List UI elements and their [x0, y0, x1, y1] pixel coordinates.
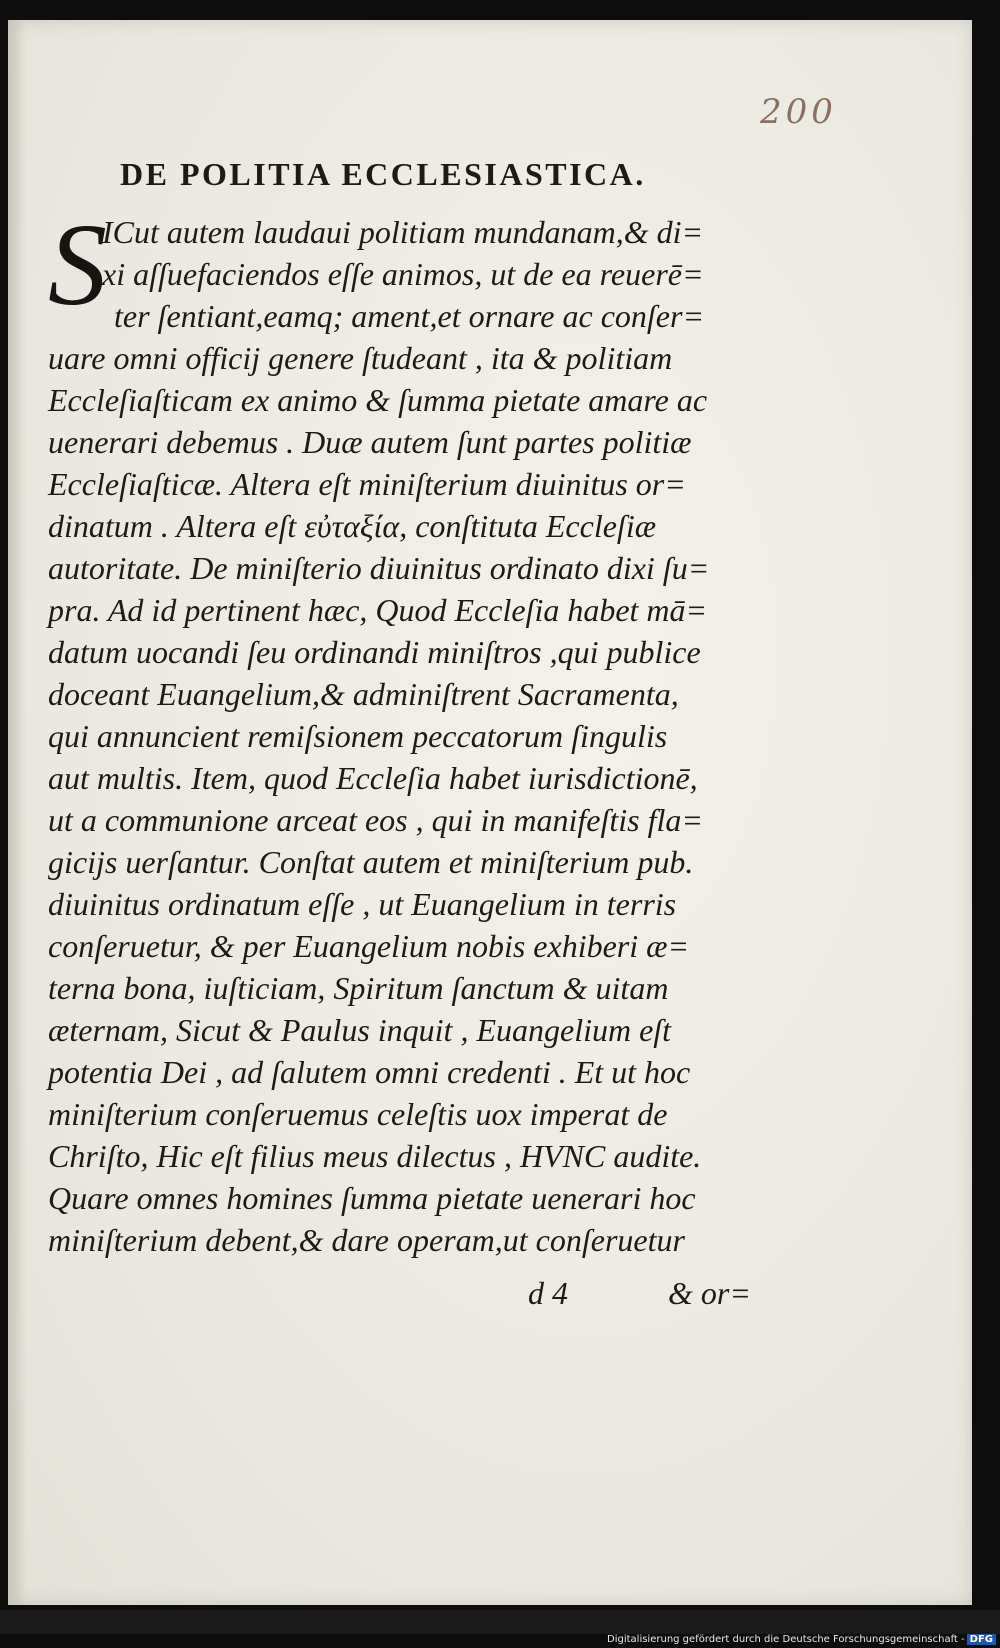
catchword: & or= [668, 1275, 751, 1311]
page-spine-shadow [8, 20, 26, 1605]
text-line: uenerari debemus . Duæ autem ſunt partes politiæ [48, 424, 692, 460]
text-line: Eccleſiaſticam ex animo & ſumma pietate amare ac [48, 382, 708, 418]
text-line: æternam, Sicut & Paulus inquit , Euangelium eſt [48, 1012, 672, 1048]
signature-mark: d 4 [528, 1275, 568, 1311]
text-line: autoritate. De miniſterio diuinitus ordinato dixi ſu= [48, 550, 710, 586]
text-line: conſeruetur, & per Euangelium nobis exhiberi æ= [48, 928, 690, 964]
text-line: pra. Ad id pertinent hæc, Quod Eccleſia habet mā= [48, 592, 708, 628]
text-line: aut multis. Item, quod Eccleſia habet iurisdictionē, [48, 760, 698, 796]
text-line: dinatum . Altera eſt εὐταξία, conſtituta Eccleſiæ [48, 508, 657, 544]
page-heading: DE POLITIA ECCLESIASTICA. [120, 156, 646, 192]
book-page [8, 20, 972, 1605]
text-line: uare omni officij genere ſtudeant , ita & politiam [48, 340, 673, 376]
text-line: diuinitus ordinatum eſſe , ut Euangelium in terris [48, 886, 677, 922]
digitization-credit [607, 1634, 996, 1645]
text-line: miniſterium conſeruemus celeſtis uox imperat de [48, 1096, 668, 1132]
scan-bottom-border [0, 1610, 1000, 1634]
text-line: potentia Dei , ad ſalutem omni credenti . Et ut hoc [48, 1054, 691, 1090]
text-line: ICut autem laudaui politiam mundanam,& di= [102, 214, 704, 250]
text-line: Chriſto, Hic eſt filius meus dilectus , HVNC audite. [48, 1138, 702, 1174]
text-line: doceant Euangelium,& adminiſtrent Sacramenta, [48, 676, 679, 712]
text-line: ut a communione arceat eos , qui in manifeſtis fla= [48, 802, 703, 838]
folio-number: 200 [760, 92, 837, 132]
text-line: gicijs uerſantur. Conſtat autem et miniſterium pub. [48, 844, 694, 880]
drop-cap-initial: S [48, 199, 107, 330]
text-line: miniſterium debent,& dare operam,ut conſeruetur [48, 1222, 685, 1258]
credit-text: Digitalisierung gefördert durch die Deutsche Forschungsgemeinschaft - [607, 1634, 965, 1645]
text-line: terna bona, iuſticiam, Spiritum ſanctum & uitam [48, 970, 669, 1006]
text-line: xi aſſuefaciendos eſſe animos, ut de ea reuerē= [102, 256, 704, 292]
text-line: ter ſentiant,eamq; ament,et ornare ac conſer= [114, 298, 705, 334]
dfg-logo: DFG [967, 1634, 996, 1645]
text-line: Eccleſiaſticæ. Altera eſt miniſterium diuinitus or= [48, 466, 686, 502]
text-line: qui annuncient remiſsionem peccatorum ſingulis [48, 718, 668, 754]
text-line: Quare omnes homines ſumma pietate uenerari hoc [48, 1180, 696, 1216]
text-line: datum uocandi ſeu ordinandi miniſtros ,qui publice [48, 634, 701, 670]
